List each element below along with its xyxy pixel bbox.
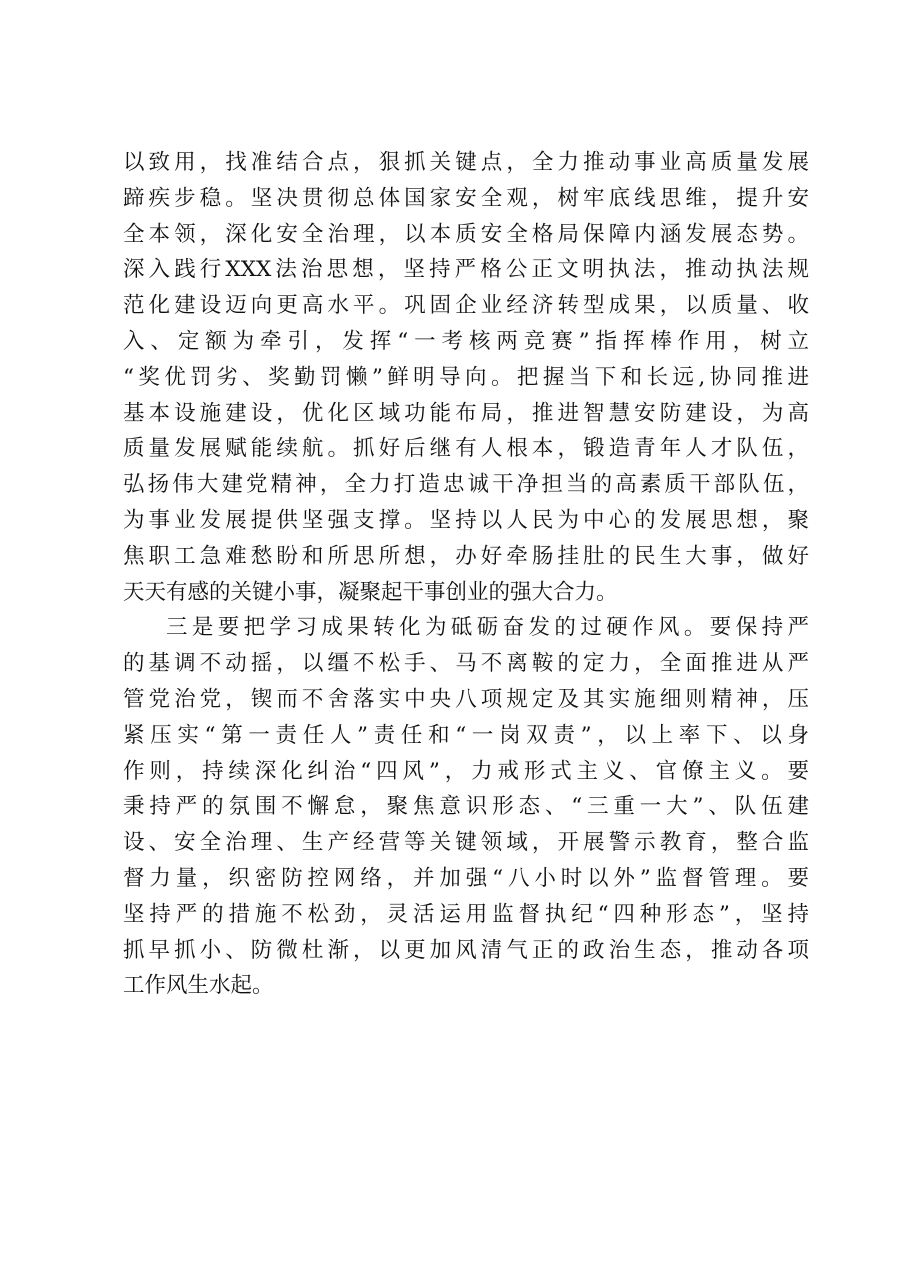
text-line: 质量发展赋能续航。抓好后继有人根本，锻造青年人才队伍，: [123, 436, 809, 462]
text-line: 弘扬伟大建党精神，全力打造忠诚干净担当的高素质干部队伍，: [123, 472, 809, 498]
text-line: 秉持严的氛围不懈怠，聚焦意识形态、“三重一大”、队伍建: [123, 794, 809, 820]
text-line: 督力量，织密防控网络，并加强“八小时以外”监督管理。要: [123, 865, 809, 891]
text-line: 作则，持续深化纠治“四风”，力戒形式主义、官僚主义。要: [123, 758, 809, 784]
text-line: 全本领，深化安全治理，以本质安全格局保障内涵发展态势。: [123, 221, 809, 247]
text-line: 基本设施建设，优化区域功能布局，推进智慧安防建设，为高: [123, 400, 809, 426]
text-line: 紧压实“第一责任人”责任和“一岗双责”，以上率下、以身: [123, 722, 809, 748]
text-line: 的基调不动摇，以缰不松手、马不离鞍的定力，全面推进从严: [123, 651, 809, 677]
text-line: 天天有感的关键小事，凝聚起干事创业的强大合力。: [123, 579, 618, 605]
text-line: 管党治党，锲而不舍落实中央八项规定及其实施细则精神，压: [123, 686, 809, 712]
text-line: 坚持严的措施不松劲，灵活运用监督执纪“四种形态”，坚持: [123, 901, 809, 927]
text-line: 范化建设迈向更高水平。巩固企业经济转型成果，以质量、收: [123, 293, 809, 319]
text-line: 三是要把学习成果转化为砥砺奋发的过硬作风。要保持严: [166, 615, 809, 641]
text-line: 抓早抓小、防微杜渐，以更加风清气正的政治生态，推动各项: [123, 937, 809, 963]
text-line: 深入践行XXX法治思想，坚持严格公正文明执法，推动执法规: [123, 257, 809, 283]
text-line: 工作风生水起。: [123, 973, 274, 999]
text-line: 以致用，找准结合点，狠抓关键点，全力推动事业高质量发展: [123, 150, 809, 175]
text-line: 设、安全治理、生产经营等关键领域，开展警示教育，整合监: [123, 830, 809, 856]
text-line: 入、定额为牵引，发挥“一考核两竞赛”指挥棒作用，树立: [123, 328, 809, 354]
text-line: “奖优罚劣、奖勤罚懒”鲜明导向。把握当下和长远,协同推进: [123, 364, 809, 390]
paragraph-2: [123, 610, 809, 1004]
document-body: [123, 145, 809, 1004]
text-line: 蹄疾步稳。坚决贯彻总体国家安全观，树牢底线思维，提升安: [123, 185, 809, 211]
text-line: 焦职工急难愁盼和所思所想，办好牵肠挂肚的民生大事，做好: [123, 543, 809, 569]
paragraph-1: [123, 145, 809, 610]
text-line: 为事业发展提供坚强支撑。坚持以人民为中心的发展思想，聚: [123, 507, 809, 533]
